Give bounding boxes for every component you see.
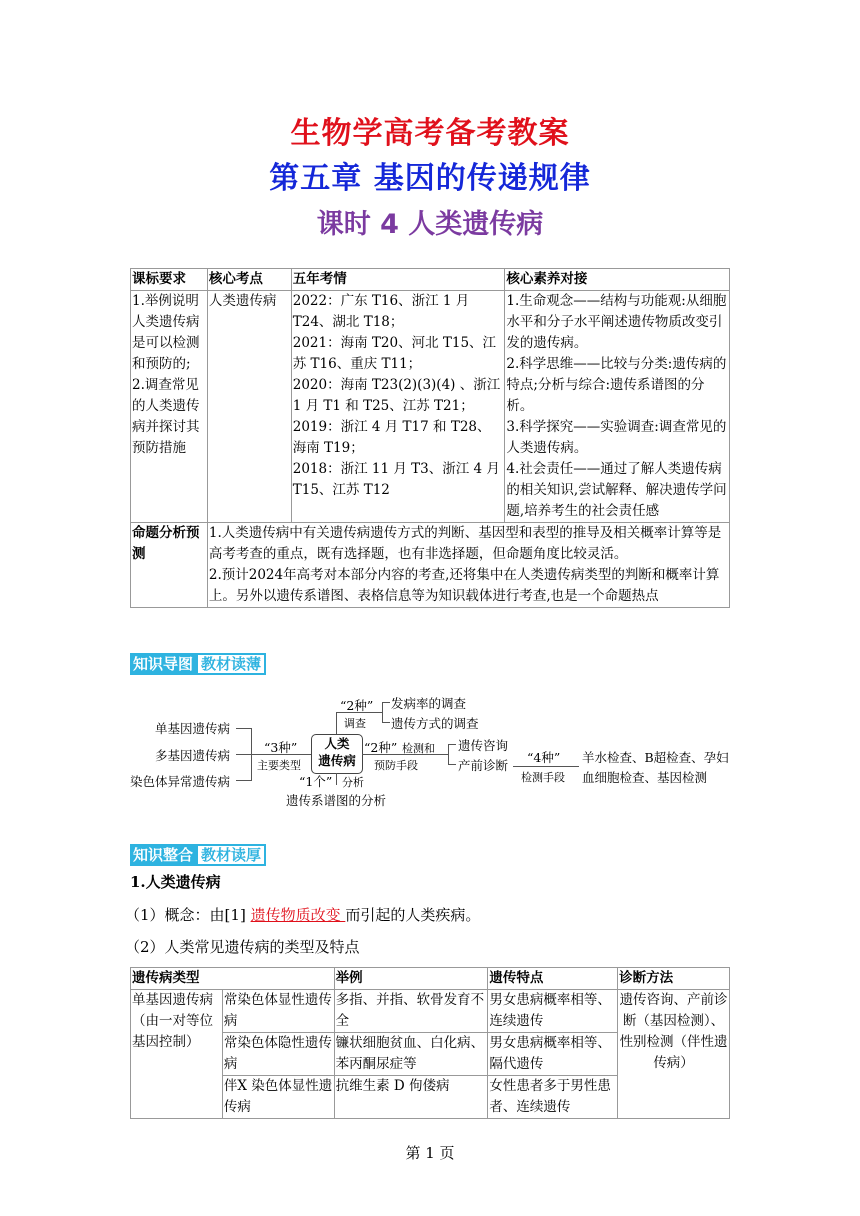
prevent-item: 遗传咨询 <box>458 738 509 753</box>
example-cell: 多指、并指、软骨发育不全 <box>334 990 488 1033</box>
example-cell: 镰状细胞贫血、白化病、苯丙酮尿症等 <box>334 1033 488 1076</box>
concept-paragraph <box>125 904 480 925</box>
header-cell: 诊断方法 <box>618 968 730 990</box>
section-heading: 1.人类遗传病 <box>130 873 221 891</box>
feature-cell: 女性患者多于男性患者、连续遗传 <box>488 1076 618 1119</box>
mindmap-center-box <box>311 734 363 774</box>
example-cell: 抗维生素 D 佝偻病 <box>334 1076 488 1119</box>
badge-label: 教材读薄 <box>196 653 266 675</box>
table-header-row <box>131 968 730 990</box>
badge-label: 知识导图 <box>130 653 196 675</box>
overview-table <box>130 268 730 608</box>
main-title: 生物学高考备考教案 <box>290 116 570 151</box>
table-row <box>131 523 730 608</box>
feature-cell: 男女患病概率相等、隔代遗传 <box>488 1033 618 1076</box>
table-header-row <box>131 269 730 291</box>
group-cell: 单基因遗传病（由一对等位基因控制） <box>131 990 223 1119</box>
connector <box>236 754 251 755</box>
detect-line: 血细胞检查、基因检测 <box>582 770 708 785</box>
connector <box>448 744 456 745</box>
header-cell: 遗传特点 <box>488 968 618 990</box>
header-cell: 核心素养对接 <box>505 269 730 291</box>
mindmap-four: “4种” <box>527 750 561 765</box>
mindmap-left-item: 单基因遗传病 <box>155 721 231 736</box>
table-row <box>131 990 730 1033</box>
connector <box>448 744 449 764</box>
diagnosis-cell: 遗传咨询、产前诊断（基因检测）、性别检测（伴性遗传病） <box>618 990 730 1119</box>
mindmap-one: “1个” <box>299 774 333 789</box>
chapter-title: 第五章 基因的传递规律 <box>269 161 591 196</box>
analysis-label-cell: 命题分析预测 <box>131 523 208 608</box>
mindmap-left-item: 染色体异常遗传病 <box>130 774 231 789</box>
concept-suffix: 而引起的人类疾病。 <box>345 906 481 924</box>
header-cell: 五年考情 <box>291 269 505 291</box>
header-cell: 课标要求 <box>131 269 208 291</box>
mindmap-four-sub: 检测手段 <box>521 771 565 784</box>
lesson-title: 课时 4 人类遗传病 <box>316 209 544 240</box>
requirement-cell: 1.举例说明人类遗传病是可以检测和预防的; 2.调查常见的人类遗传病并探讨其预防措施 <box>131 291 208 523</box>
mindmap-one-sub: 分析 <box>342 776 364 789</box>
concept-prefix: （1）概念：由[1] <box>125 906 251 924</box>
type-cell: 常染色体隐性遗传病 <box>222 1033 334 1076</box>
mindmap-two-prevent-sub: 预防手段 <box>374 759 418 772</box>
mindmap-two-prevent-sub: 检测和 <box>402 742 435 755</box>
type-cell: 常染色体显性遗传病 <box>222 990 334 1033</box>
type-cell: 伴X 染色体显性遗传病 <box>222 1076 334 1119</box>
connector <box>236 728 251 729</box>
analysis-text-cell: 1.人类遗传病中有关遗传病遗传方式的判断、基因型和表型的推导及相关概率计算等是高考考查的重点，既有选择题，也有非选择题，但命题角度比较灵活。 2.预计2024年高考对本部分内容的考查,还将集中在人类遗传病类型的判断和概率计算上。另外以遗传系谱图、表格信息等为知识载体进行考查,也是一个命题热点 <box>207 523 729 608</box>
survey-item: 发病率的调查 <box>391 696 467 711</box>
core-point-cell: 人类遗传病 <box>207 291 291 523</box>
concept-answer: 遗传物质改变 <box>250 906 346 924</box>
mindmap-three: “3种” <box>264 740 298 755</box>
table-row <box>131 291 730 523</box>
page-number: 第 1 页 <box>405 1144 455 1162</box>
connector <box>236 780 251 781</box>
connector <box>382 722 390 723</box>
mindmap-two-survey-sub: 调查 <box>344 717 366 730</box>
connector <box>513 766 579 767</box>
feature-cell: 男女患病概率相等、连续遗传 <box>488 990 618 1033</box>
disease-types-table <box>130 967 730 1119</box>
mindmap-three-sub: 主要类型 <box>257 759 301 772</box>
types-paragraph: （2）人类常见遗传病的类型及特点 <box>125 938 360 956</box>
header-cell: 核心考点 <box>207 269 291 291</box>
connector <box>382 702 383 722</box>
pedigree-analysis: 遗传系谱图的分析 <box>286 793 387 808</box>
prevent-item: 产前诊断 <box>458 758 509 773</box>
section-badge-integration <box>130 844 266 866</box>
connector <box>336 712 337 734</box>
literacy-cell: 1.生命观念——结构与功能观:从细胞水平和分子水平阐述遗传物质改变引发的遗传病。 2.科学思维——比较与分类:遗传病的特点;分析与综合:遗传系谱图的分析。 3.科学探究——实验调查:调查常见的人类遗传病。 4.社会责任——通过了解人类遗传病的相关知识,尝试解释、解决遗传学问题,培养考生的社会责任感 <box>505 291 730 523</box>
header-cell: 举例 <box>334 968 488 990</box>
detect-line: 羊水检查、B超检查、孕妇 <box>582 750 729 765</box>
exam-history-cell: 2022：广东 T16、浙江 1 月 T24、湖北 T18； 2021：海南 T20、河北 T15、江苏 T16、重庆 T11； 2020：海南 T23(2)(3)(4) 、浙江 1 月 T1 和 T25、江苏 T21； 2019：浙江 4 月 T17 和 T28、海南 T19； 2018：浙江 11 月 T3、浙江 4 月 T15、江苏 T12 <box>291 291 505 523</box>
connector <box>336 773 337 785</box>
section-badge-mindmap <box>130 653 266 675</box>
mindmap-two-prevent: “2种” <box>364 740 398 755</box>
survey-item: 遗传方式的调查 <box>391 716 479 731</box>
connector <box>382 702 390 703</box>
connector <box>448 764 456 765</box>
center-label: 遗传病 <box>318 753 356 768</box>
header-cell: 遗传病类型 <box>131 968 335 990</box>
mindmap-left-item: 多基因遗传病 <box>155 748 231 763</box>
badge-label: 知识整合 <box>130 844 196 866</box>
center-label: 人类 <box>324 736 350 751</box>
mindmap-two-survey: “2种” <box>340 698 374 713</box>
badge-label: 教材读厚 <box>196 844 266 866</box>
